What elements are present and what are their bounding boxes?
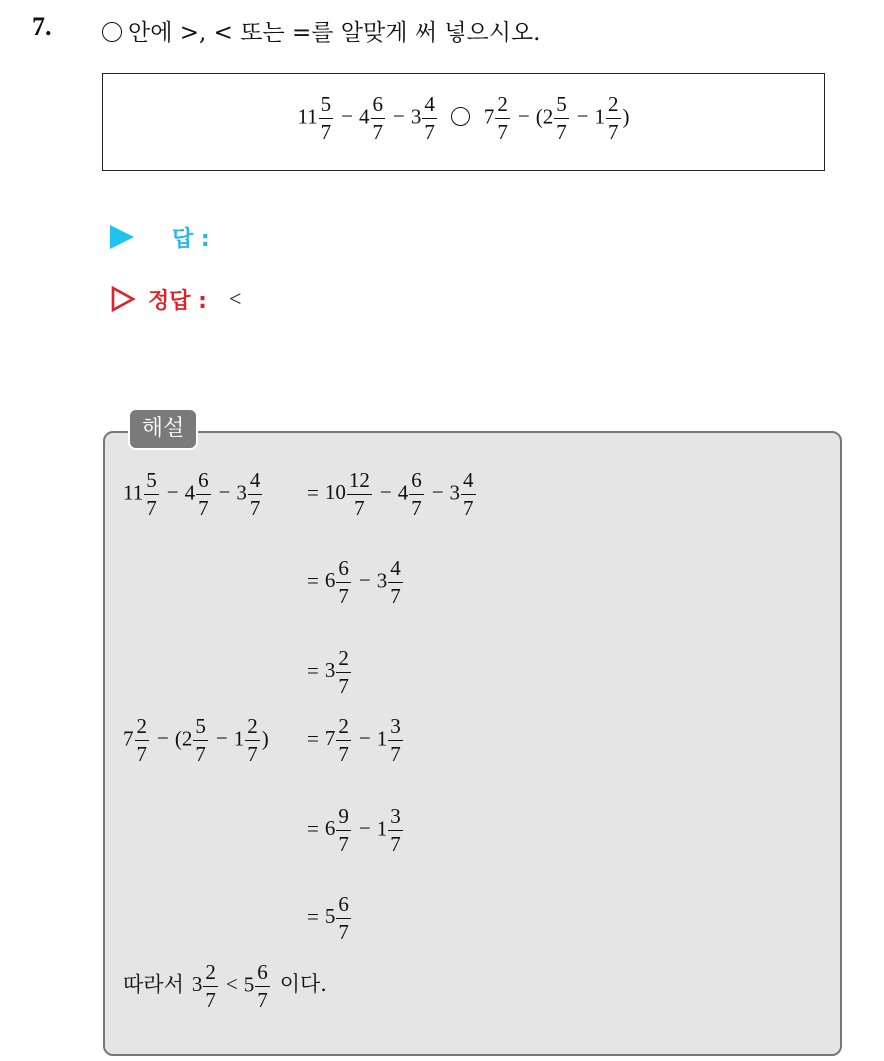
- filled-triangle-icon: [110, 225, 134, 249]
- problem-expression: 11 $\frac{5}{7}$ − 4 $\frac{6}{7}$ − 3 $\frac{4}{7}$ 7 $\frac{2}{7}$ − (2 $\frac{5}{7}$ − 1 $\frac{2}{7}$ ): [297, 92, 630, 144]
- answer-label: 답 :: [172, 226, 210, 252]
- solution-line-3: = 3 $\frac{2}{7}$: [307, 646, 349, 698]
- problem-box: [102, 73, 825, 171]
- answer-key-row: [110, 284, 241, 314]
- answer-key-value: <: [228, 286, 242, 311]
- solution-line-4-lhs: 7 $\frac{2}{7}$ − (2 $\frac{5}{7}$ − 1 $\frac{2}{7}$ ): [123, 714, 269, 766]
- solution-line-6: = 5 $\frac{6}{7}$: [307, 892, 349, 944]
- fraction: $\frac{4}{7}$: [424, 92, 435, 144]
- question-instruction: 안에 >, < 또는 =를 알맞게 써 넣으시오.: [128, 20, 541, 46]
- outline-triangle-icon: [110, 286, 136, 312]
- fraction: $\frac{5}{7}$: [556, 92, 567, 144]
- solution-line-2: = 6 $\frac{6}{7}$ − 3 $\frac{4}{7}$: [307, 556, 401, 608]
- solution-line-5: = 6 $\frac{9}{7}$ − 1 $\frac{3}{7}$: [307, 804, 401, 856]
- answer-key-label: 정답 :: [148, 288, 207, 314]
- answer-row: [110, 222, 210, 252]
- question-number: 7.: [32, 12, 52, 41]
- fraction: $\frac{6}{7}$: [372, 92, 384, 144]
- question-instruction-line: [102, 14, 540, 47]
- solution-line-1-lhs: 11 $\frac{5}{7}$ − 4 $\frac{6}{7}$ − 3 $\frac{4}{7}$: [123, 468, 261, 520]
- fraction: $\frac{5}{7}$: [320, 92, 332, 144]
- fraction: $\frac{2}{7}$: [497, 92, 508, 144]
- circle-blank-icon: [102, 22, 122, 42]
- solution-line-1-rhs: = 10 $\frac{12}{7}$ − 4 $\frac{6}{7}$ − 3 $\frac{4}{7}$: [307, 468, 474, 520]
- fraction: $\frac{2}{7}$: [608, 92, 619, 144]
- solution-conclusion: 따라서 3 $\frac{2}{7}$ < 5 $\frac{6}{7}$ 이다.: [123, 960, 327, 1012]
- solution-line-4-rhs: = 7 $\frac{2}{7}$ − 1 $\frac{3}{7}$: [307, 714, 401, 766]
- solution-tab: 해설: [128, 408, 198, 450]
- circle-blank-icon[interactable]: [451, 107, 470, 126]
